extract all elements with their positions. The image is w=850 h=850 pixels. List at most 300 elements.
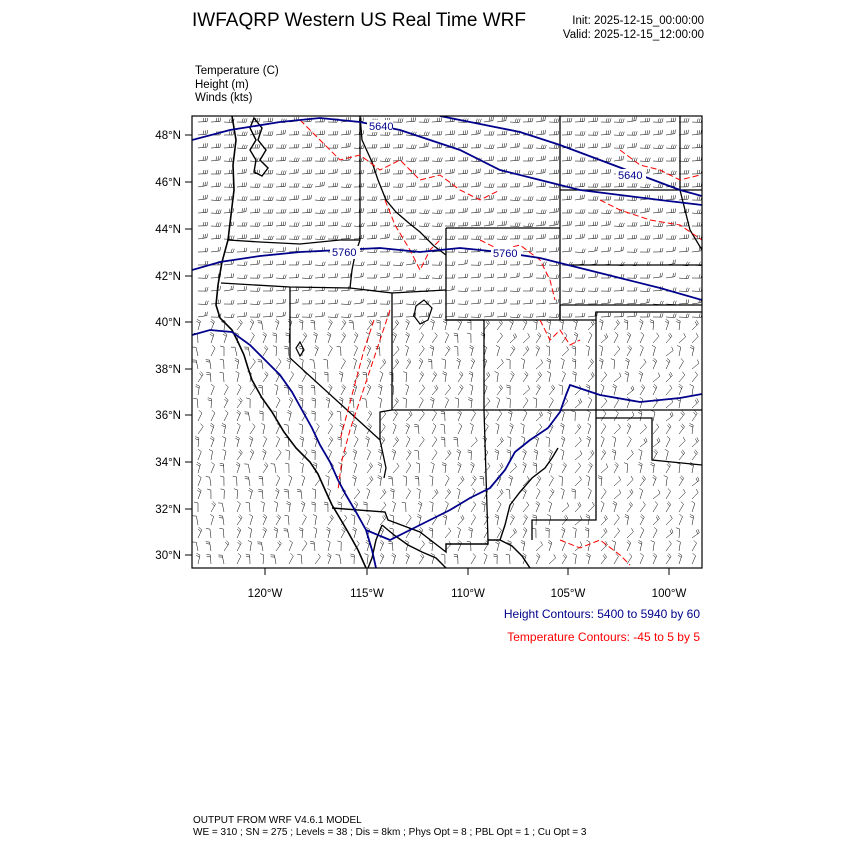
wind-barb [536, 478, 541, 486]
wind-barb-feather [517, 170, 518, 174]
wind-barb-feather [372, 235, 373, 239]
wind-barb-feather [543, 210, 544, 214]
wind-barb-feather [246, 556, 250, 557]
wind-barb-feather [647, 208, 648, 212]
wind-barb [250, 542, 252, 551]
wind-barb-feather [311, 504, 315, 505]
wind-barb-feather [493, 221, 494, 225]
wind-barb-feather [597, 260, 598, 264]
wind-barb-feather [389, 273, 390, 277]
wind-barb [211, 413, 215, 421]
wind-barb-feather [441, 554, 445, 555]
wind-barb-feather [378, 462, 382, 464]
wind-barb [536, 160, 545, 161]
wind-barb-feather [686, 235, 687, 239]
lon-label: 110°W [451, 588, 485, 600]
wind-barb-feather [522, 451, 525, 453]
wind-barb-feather [299, 528, 303, 530]
wind-barb [406, 264, 415, 265]
wind-barb [432, 336, 437, 343]
wind-barb-feather [426, 143, 427, 147]
wind-barb-feather [688, 118, 689, 122]
wind-barb [276, 453, 281, 460]
wind-barb-feather [515, 222, 516, 226]
wind-barb-feather [361, 196, 362, 200]
wind-barb [250, 304, 259, 305]
wind-barb-feather [231, 249, 232, 253]
wind-barb-feather [630, 491, 632, 494]
wind-barb-feather [511, 347, 514, 350]
wind-barb-feather [231, 158, 232, 162]
wind-barb-feather [220, 235, 221, 239]
wind-barb-feather [510, 423, 513, 425]
wind-barb-feather [238, 516, 241, 519]
wind-barb-feather [459, 540, 462, 543]
wind-barb-feather [675, 118, 676, 122]
wind-barb [510, 160, 519, 161]
wind-barb [588, 324, 594, 330]
wind-barb [445, 388, 451, 395]
wind-barb [614, 493, 621, 499]
wind-barb-feather [368, 449, 371, 452]
wind-barb-feather [668, 462, 671, 465]
wind-barb-feather [355, 332, 358, 335]
wind-barb-feather [429, 476, 433, 478]
wind-barb-feather [274, 527, 278, 529]
wind-barb-feather [383, 424, 386, 427]
wind-barb [627, 464, 628, 473]
wind-barb-feather [593, 170, 594, 174]
wind-barb-feather [623, 183, 624, 187]
wind-barb-feather [443, 373, 447, 375]
wind-barb-feather [458, 462, 461, 464]
wind-barb-feather [366, 527, 369, 529]
wind-barb-feather [193, 398, 197, 399]
wind-barb-feather [387, 209, 388, 213]
wind-barb-feather [283, 299, 284, 303]
wind-barb-feather [361, 145, 362, 149]
wind-barb-feather [660, 196, 661, 200]
wind-barb [301, 555, 302, 564]
wind-barb-feather [519, 300, 520, 304]
wind-barb [653, 376, 660, 382]
wind-barb-feather [541, 197, 542, 201]
wind-barb-feather [255, 196, 256, 200]
wind-barb-feather [561, 529, 564, 531]
wind-barb [653, 321, 654, 330]
wind-barb-feather [400, 118, 401, 122]
wind-barb-feather [480, 144, 481, 148]
wind-barb-feather [698, 529, 700, 533]
wind-barb-feather [428, 223, 429, 227]
wind-barb-feather [551, 386, 553, 389]
wind-barb-feather [272, 300, 273, 304]
wind-barb [198, 199, 207, 200]
wind-barb-feather [558, 314, 559, 318]
wind-barb-feather [218, 300, 219, 304]
wind-barb-feather [246, 262, 247, 266]
wind-barb [575, 291, 584, 292]
wind-barb [549, 558, 556, 564]
wind-barb [341, 277, 350, 278]
wind-barb-feather [278, 542, 281, 545]
wind-barb-feather [496, 423, 500, 425]
wind-barb-feather [278, 514, 281, 517]
wind-barb-feather [449, 450, 451, 453]
wind-barb-feather [400, 170, 401, 174]
wind-barb-feather [450, 195, 451, 199]
wind-barb-feather [439, 223, 440, 227]
wind-barb-feather [327, 488, 330, 490]
wind-barb [497, 277, 506, 278]
wind-barb [497, 264, 506, 265]
wind-barb-feather [205, 222, 206, 226]
wind-barb-feather [311, 235, 312, 239]
wind-barb-feather [285, 299, 286, 303]
wind-barb-feather [621, 183, 622, 187]
wind-barb-feather [600, 358, 604, 360]
wind-barb-feather [517, 143, 518, 147]
wind-barb-feather [478, 314, 479, 318]
wind-barb [549, 347, 550, 356]
wind-barb-feather [259, 170, 260, 174]
wind-barb-feather [258, 387, 262, 388]
wind-barb-feather [558, 195, 559, 199]
wind-barb-feather [203, 234, 204, 238]
wind-barb-feather [502, 157, 503, 161]
wind-barb [640, 400, 643, 409]
wind-barb-feather [658, 184, 659, 188]
wind-barb-feather [330, 345, 333, 348]
wind-barb-feather [281, 209, 282, 213]
wind-barb [653, 277, 662, 278]
wind-barb-feather [584, 183, 585, 187]
wind-barb-feather [385, 158, 386, 162]
wind-barb-feather [608, 299, 609, 303]
wind-barb-feather [197, 319, 201, 321]
wind-barb-feather [389, 286, 390, 290]
wind-barb-feather [673, 260, 674, 264]
wind-barb-feather [221, 489, 225, 490]
wind-barb-feather [447, 347, 450, 350]
wind-barb-feather [337, 411, 341, 412]
wind-barb-feather [612, 449, 616, 451]
wind-barb [263, 239, 272, 240]
wind-barb-feather [604, 529, 606, 532]
wind-barb-feather [370, 477, 372, 480]
wind-barb [653, 134, 662, 135]
wind-barb-feather [324, 170, 325, 174]
wind-barb-feather [653, 475, 656, 477]
wind-barb [237, 186, 246, 187]
wind-barb-feather [246, 300, 247, 304]
wind-barb-feather [311, 275, 312, 279]
wind-barb-feather [454, 222, 455, 226]
wind-barb-feather [562, 527, 565, 529]
wind-barb-feather [493, 208, 494, 212]
wind-barb-feather [649, 169, 650, 173]
wind-barb [341, 317, 350, 318]
wind-barb-feather [519, 170, 520, 174]
wind-barb-feather [437, 236, 438, 240]
wind-barb-feather [337, 541, 341, 542]
wind-barb-feather [616, 321, 618, 324]
wind-barb-feather [495, 514, 499, 516]
wind-barb-feather [428, 132, 429, 136]
wind-barb-feather [272, 312, 273, 316]
wind-barb-feather [536, 503, 539, 506]
wind-barb [276, 265, 285, 266]
wind-barb [536, 491, 540, 499]
wind-barb-feather [259, 260, 260, 264]
wind-barb-feather [530, 118, 531, 122]
wind-barb-feather [270, 274, 271, 278]
wind-barb-feather [593, 131, 594, 135]
wind-barb [666, 465, 671, 473]
wind-barb-feather [307, 184, 308, 188]
wind-barb-feather [495, 449, 499, 451]
wind-barb [523, 530, 527, 538]
wind-barb-feather [610, 169, 611, 173]
wind-barb-feather [264, 464, 267, 467]
wind-barb-feather [304, 514, 307, 517]
ok-tx-border [596, 418, 702, 465]
wind-barb [406, 362, 411, 370]
wind-barb-feather [207, 301, 208, 305]
wind-barb-feather [662, 118, 663, 122]
wind-barb-feather [205, 170, 206, 174]
nv-az-border [380, 410, 392, 440]
wind-barb-feather [253, 424, 256, 427]
wind-barb-feather [229, 196, 230, 200]
wind-barb [484, 323, 490, 330]
wind-barb-feather [561, 449, 565, 451]
wind-barb-feather [537, 553, 540, 556]
wind-barb-feather [240, 320, 243, 323]
wind-barb-feather [491, 260, 492, 264]
wind-barb-feather [197, 553, 201, 555]
wind-barb-feather [558, 156, 559, 160]
wind-barb-feather [233, 144, 234, 148]
wind-barb-feather [668, 424, 671, 427]
wind-barb-feather [608, 210, 609, 214]
wind-barb-feather [353, 386, 356, 388]
wind-barb-feather [299, 530, 303, 531]
wind-barb-feather [630, 502, 632, 505]
wind-barb-feather [324, 262, 325, 266]
wind-barb [302, 290, 311, 291]
contour-label: 5760 [332, 247, 357, 259]
wind-barb-feather [242, 145, 243, 149]
wind-barb-feather [610, 130, 611, 134]
wind-barb-feather [268, 131, 269, 135]
wind-barb-feather [632, 144, 633, 148]
wind-barb-feather [379, 384, 383, 386]
wind-barb-feather [597, 143, 598, 147]
wind-barb-feather [476, 209, 477, 213]
wind-barb-feather [294, 222, 295, 226]
lon-label: 115°W [350, 588, 384, 600]
wind-barb [289, 478, 292, 487]
wind-barb-feather [569, 209, 570, 213]
wind-barb-feather [205, 261, 206, 265]
wind-barb-feather [216, 183, 217, 187]
wind-barb-feather [354, 462, 357, 464]
wind-barb-feather [608, 247, 609, 251]
wind-barb-feather [543, 169, 544, 173]
wind-barb-feather [517, 208, 518, 212]
wind-barb-feather [603, 424, 606, 427]
wind-barb-feather [337, 196, 338, 200]
wind-barb [328, 322, 332, 330]
wind-barb-feather [363, 183, 364, 187]
wind-barb-feather [411, 235, 412, 239]
wind-barb-feather [409, 450, 412, 453]
wind-barb-feather [680, 477, 683, 480]
wind-barb [692, 251, 701, 252]
wind-barb-feather [560, 425, 563, 427]
wind-barb [471, 134, 480, 135]
wind-barb-feather [424, 170, 425, 174]
wind-barb-feather [642, 477, 644, 480]
wind-barb-feather [619, 223, 620, 227]
wind-barb [211, 451, 213, 460]
wind-barb-feather [683, 372, 685, 375]
wind-barb-feather [398, 131, 399, 135]
wind-barb [445, 453, 451, 460]
wind-barb-feather [405, 345, 408, 347]
wind-barb-feather [283, 235, 284, 239]
wind-barb-feather [428, 275, 429, 279]
wind-barb [601, 452, 606, 460]
wind-barb-feather [385, 183, 386, 187]
wind-barb [223, 516, 224, 525]
wind-barb [523, 226, 532, 227]
wind-barb-feather [491, 170, 492, 174]
wind-barb-feather [402, 313, 403, 317]
wind-barb [210, 529, 211, 538]
wind-barb [471, 529, 472, 538]
wind-barb-feather [417, 489, 421, 491]
wind-barb-feather [264, 436, 267, 439]
wind-barb-feather [497, 397, 500, 399]
wind-barb-feather [634, 117, 635, 121]
wind-barb-feather [662, 208, 663, 212]
wind-barb [562, 451, 564, 460]
wind-barb-feather [258, 489, 262, 490]
wind-barb-feather [378, 397, 382, 399]
wind-barb-feather [536, 555, 539, 558]
wind-barb [432, 440, 437, 448]
wind-barb-feather [545, 234, 546, 238]
wind-barb-feather [480, 476, 484, 477]
wind-barb [263, 316, 272, 317]
wind-barb [575, 347, 576, 356]
wind-barb-feather [541, 359, 543, 363]
wind-barb-feather [207, 556, 211, 557]
wind-barb-feather [629, 554, 632, 557]
wind-barb-feather [246, 554, 250, 555]
wind-barb-feather [454, 274, 455, 278]
wind-barb [367, 491, 370, 500]
wind-barb-feather [610, 287, 611, 291]
wind-barb-feather [591, 322, 593, 326]
wind-barb [679, 529, 680, 538]
wind-barb-feather [582, 274, 583, 278]
wind-barb [679, 478, 684, 486]
wind-barb-feather [545, 528, 549, 529]
wind-barb-feather [580, 398, 582, 402]
wind-barb-feather [465, 288, 466, 292]
wind-barb-feather [541, 145, 542, 149]
wind-barb-feather [402, 223, 403, 227]
wind-barb-feather [465, 260, 466, 264]
wind-barb-feather [528, 209, 529, 213]
wind-barb [471, 303, 480, 304]
wind-barb-feather [339, 373, 343, 375]
wind-barb [679, 303, 688, 304]
wind-barb-feather [244, 183, 245, 187]
wind-barb-feather [244, 262, 245, 266]
wind-barb-feather [288, 410, 292, 412]
wind-barb-feather [285, 275, 286, 279]
wind-barb-feather [210, 334, 213, 336]
wind-barb-feather [595, 273, 596, 277]
wind-barb-feather [231, 131, 232, 135]
wind-barb-feather [231, 236, 232, 240]
wind-barb-feather [450, 236, 451, 240]
wind-barb [224, 544, 229, 552]
wind-barb-feather [563, 555, 566, 558]
wind-barb [302, 213, 311, 214]
lat-label: 32°N [155, 504, 181, 516]
wind-barb-feather [641, 514, 644, 517]
wind-barb-feather [545, 183, 546, 187]
wind-barb-feather [629, 436, 632, 439]
wind-barb [588, 226, 597, 227]
wind-barb [458, 212, 467, 213]
wind-barb-feather [430, 502, 434, 504]
wind-barb-feather [530, 300, 531, 304]
wind-barb-feather [428, 119, 429, 123]
wind-barb-feather [533, 517, 537, 518]
wind-barb [497, 323, 503, 330]
wind-barb-feather [446, 332, 449, 335]
wind-barb-feather [585, 530, 589, 531]
wind-barb-feather [272, 274, 273, 278]
wind-barb-feather [532, 144, 533, 148]
wind-barb-feather [428, 157, 429, 161]
wind-barb-feather [309, 144, 310, 148]
init-time: Init: 2025-12-15_00:00:00 [572, 15, 704, 27]
wind-barb-feather [374, 222, 375, 226]
wind-barb-feather [324, 197, 325, 201]
wind-barb-feather [320, 144, 321, 148]
wind-barb-feather [627, 334, 630, 337]
wind-barb-feather [429, 528, 433, 529]
wind-barb-feather [198, 475, 201, 477]
wind-barb-feather [543, 300, 544, 304]
wind-barb [250, 529, 252, 538]
wind-barb-feather [582, 195, 583, 199]
wind-barb-feather [363, 374, 367, 375]
wind-barb-feather [396, 320, 398, 323]
wind-barb-feather [582, 313, 583, 317]
wind-barb-feather [506, 183, 507, 187]
wind-barb-feather [593, 144, 594, 148]
wind-barb-feather [413, 182, 414, 186]
wind-barb-feather [420, 358, 423, 361]
